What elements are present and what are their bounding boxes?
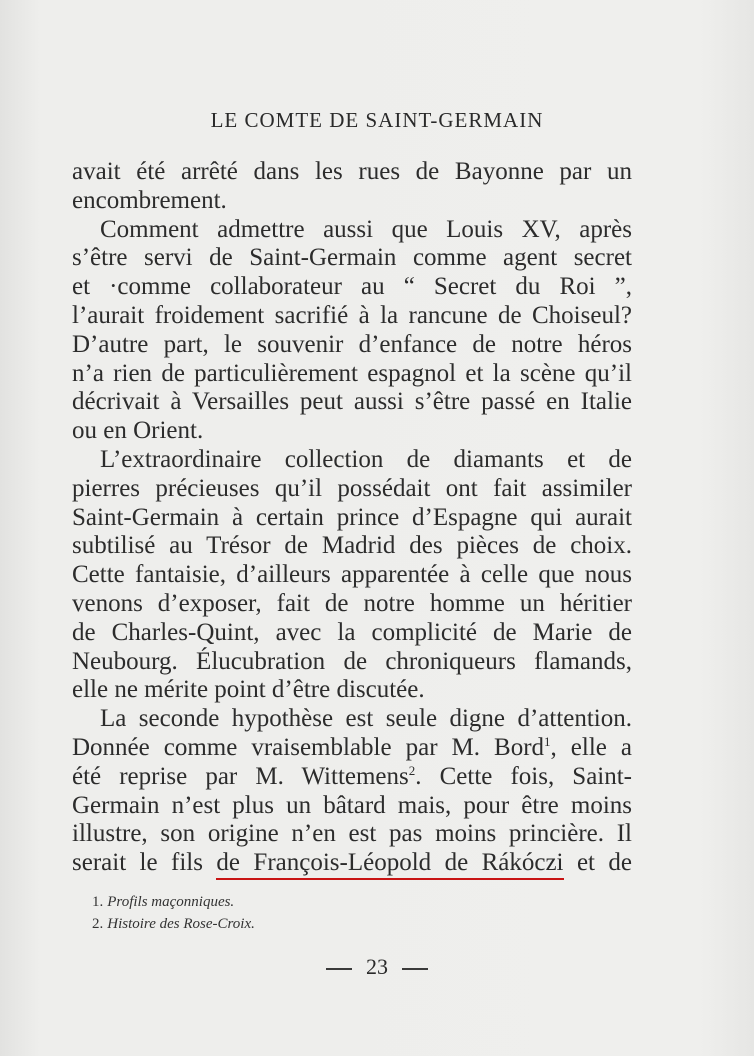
text-line (72, 849, 632, 878)
footnotes (92, 891, 255, 935)
text-line: et ·comme collaborateur au “ Secret du Roi ”, (72, 273, 632, 301)
footnote-number: 2. (92, 916, 104, 932)
paragraph-3 (72, 446, 632, 705)
body-text (72, 158, 632, 878)
text-line: venons d’exposer, fait de notre homme un héritier (72, 589, 632, 617)
footnote-1 (92, 891, 255, 913)
text-line: encombrement. (72, 186, 227, 214)
paragraph-1 (72, 158, 632, 216)
text-line: Germain n’est plus un bâtard mais, pour être moins (72, 791, 632, 819)
text-line: illustre, son origine n’en est pas moins princière. Il (72, 820, 632, 848)
text-line: D’autre part, le souvenir d’enfance de notre héros (72, 330, 632, 358)
text-line: La seconde hypothèse est seule digne d’attention. (100, 705, 632, 733)
text-line: n’a rien de particulièrement espagnol et la scène qu’il (72, 359, 632, 387)
text-line (72, 763, 632, 792)
paragraph-2 (72, 216, 632, 446)
footnote-text: Profils maçonniques. (107, 894, 235, 910)
text-line: avait été arrêté dans les rues de Bayonne par un (72, 158, 632, 185)
text-line: pierres précieuses qu’il possédait ont fait assimiler (72, 474, 632, 502)
text-line: Neubourg. Élucubration de chroniqueurs flamands, (72, 647, 632, 675)
text-line: elle ne mérite point d’être discutée. (72, 676, 425, 704)
text-line: Cette fantaisie, d’ailleurs apparentée à celle que nous (72, 561, 632, 589)
page-number (0, 954, 754, 980)
footnote-number: 1. (92, 894, 104, 910)
footnote-2 (92, 913, 255, 935)
text-run: , elle a (550, 733, 632, 761)
text-line: Saint-Germain à certain prince d’Espagne qui aurait (72, 503, 632, 531)
text-line: l’aurait froidement sacrifié à la rancune de Choiseul? (72, 301, 632, 329)
text-line: de Charles-Quint, avec la complicité de Marie de (72, 618, 632, 646)
text-line: L’extraordinaire collection de diamants et de (100, 445, 632, 473)
text-line: décrivait à Versailles peut aussi s’être passé en Italie (72, 388, 632, 416)
folio-dash-left (326, 968, 352, 969)
text-run: et de (563, 849, 632, 877)
footnote-text: Histoire des Rose-Croix. (107, 916, 255, 932)
text-line: Comment admettre aussi que Louis XV, après (100, 215, 632, 243)
text-line: s’être servi de Saint-Germain comme agent secret (72, 244, 632, 272)
text-run: serait le fils (72, 849, 217, 877)
text-line (72, 734, 632, 763)
footnote-ref-1[interactable]: 1 (544, 733, 551, 749)
text-run: été reprise par M. Wittemens (72, 762, 409, 790)
page-number-value: 23 (366, 954, 388, 979)
text-run: Donnée comme vraisemblable par M. Bord (72, 733, 545, 761)
folio-dash-right (402, 968, 428, 969)
text-line: ou en Orient. (72, 417, 204, 445)
footnote-ref-2[interactable]: 2 (408, 762, 416, 778)
running-head: LE COMTE DE SAINT-GERMAIN (210, 108, 544, 132)
paragraph-4 (72, 705, 632, 878)
text-run: . Cette fois, Saint- (415, 762, 633, 790)
text-line: subtilisé au Trésor de Madrid des pièces de choix. (72, 532, 632, 560)
underlined-highlight: de François-Léopold de Rákóczi (216, 849, 563, 880)
